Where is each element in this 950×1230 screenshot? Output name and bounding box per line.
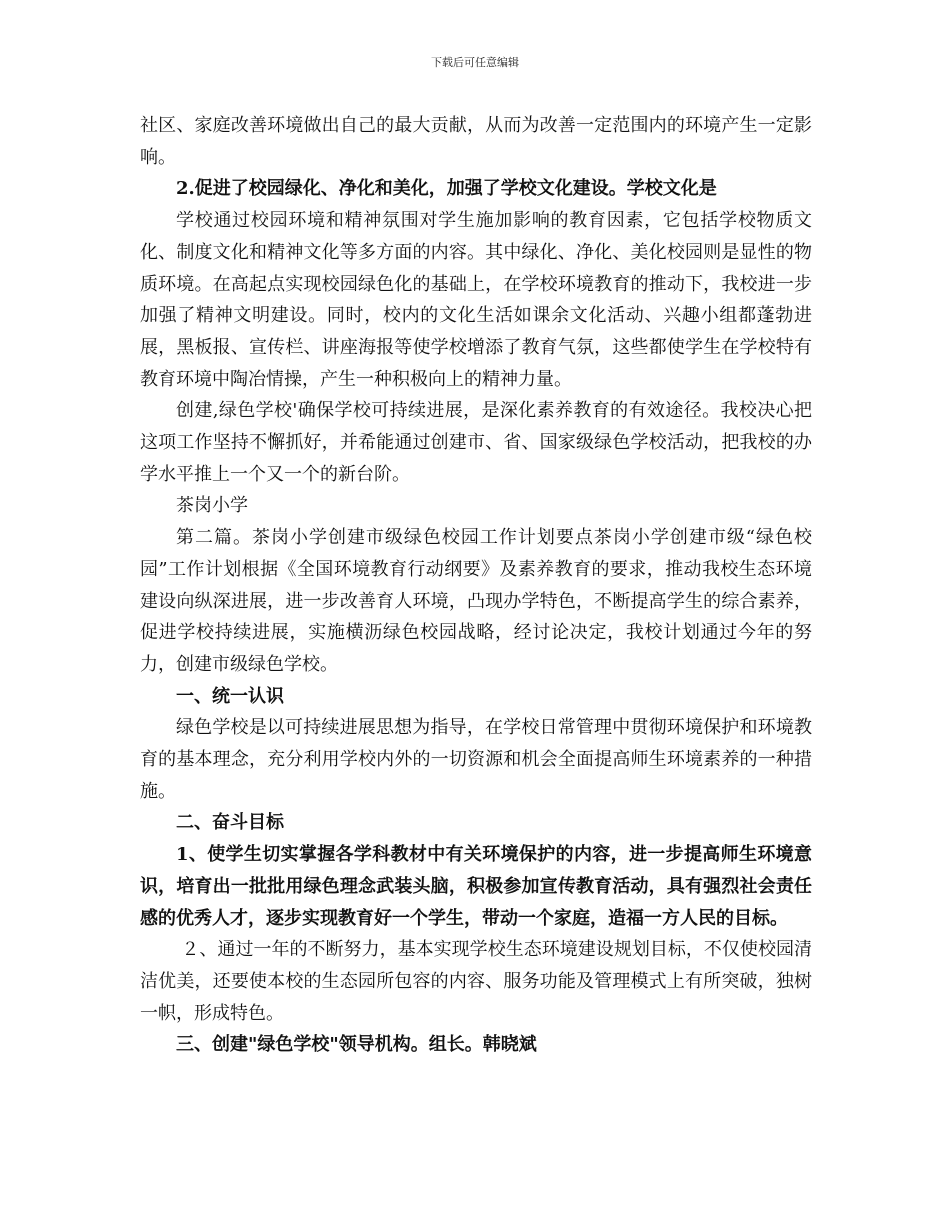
- document-body: [140, 110, 812, 1061]
- paragraph-goal-1: 1、使学生切实掌握各学科教材中有关环境保护的内容，进一步提高师生环境意识，培育出一批批用绿色理念武装头脑，积极参加宣传教育活动，具有强烈社会责任感的优秀人才，逐步实现教育好一个学生，带动一个家庭，造福一方人民的目标。: [140, 844, 812, 929]
- paragraph-second-article: 第二篇。茶岗小学创建市级绿色校园工作计划要点茶岗小学创建市级“绿色校园”工作计划根据《全国环境教育行动纲要》及素养教育的要求，推动我校生态环境建设向纵深进展，进一步改善育人环境，凸现办学特色，不断提高学生的综合素养，促进学校持续进展，实施横沥绿色校园战略，经讨论决定，我校计划通过今年的努力，创建市级绿色学校。: [140, 527, 812, 675]
- paragraph-goal-2: ２、通过一年的不断努力，基本实现学校生态环境建设规划目标，不仅使校园清洁优美，还要使本校的生态园所包容的内容、服务功能及管理模式上有所突破，独树一帜，形成特色。: [140, 939, 812, 1024]
- paragraph-community: 社区、家庭改善环境做出自己的最大贡献，从而为改善一定范围内的环境产生一定影响。: [140, 115, 812, 168]
- heading-unify-understanding: 一、统一认识: [176, 685, 284, 707]
- paragraph-green-school: 创建,绿色学校'确保学校可持续进展，是深化素养教育的有效途径。我校决心把这项工作坚持不懈抓好，并希能通过创建市、省、国家级绿色学校活动，把我校的办学水平推上一个又一个的新台阶。: [140, 400, 812, 485]
- paragraph-green-school-definition: 绿色学校是以可持续进展思想为指导，在学校日常管理中贯彻环境保护和环境教育的基本理念，充分利用学校内外的一切资源和机会全面提高师生环境素养的一种措施。: [140, 717, 812, 802]
- paragraph-school-culture: 学校通过校园环境和精神氛围对学生施加影响的教育因素，它包括学校物质文化、制度文化和精神文化等多方面的内容。其中绿化、净化、美化校园则是显性的物质环境。在高起点实现校园绿色化的基础上，在学校环境教育的推动下，我校进一步加强了精神文明建设。同时，校内的文化生活如课余文化活动、兴趣小组都蓬勃进展，黑板报、宣传栏、讲座海报等使学校增添了教育气氛，这些都使学生在学校特有教育环境中陶冶情操，产生一种积极向上的精神力量。: [140, 210, 812, 390]
- heading-campus-greening: 2.促进了校园绿化、净化和美化，加强了学校文化建设。学校文化是: [176, 178, 717, 200]
- heading-goals: 二、奋斗目标: [176, 812, 284, 834]
- paragraph-school-name: 茶岗小学: [176, 495, 248, 517]
- page-header: 下载后可任意编辑: [431, 56, 519, 69]
- heading-leadership: 三、创建"绿色学校"领导机构。组长。韩晓斌: [176, 1034, 537, 1056]
